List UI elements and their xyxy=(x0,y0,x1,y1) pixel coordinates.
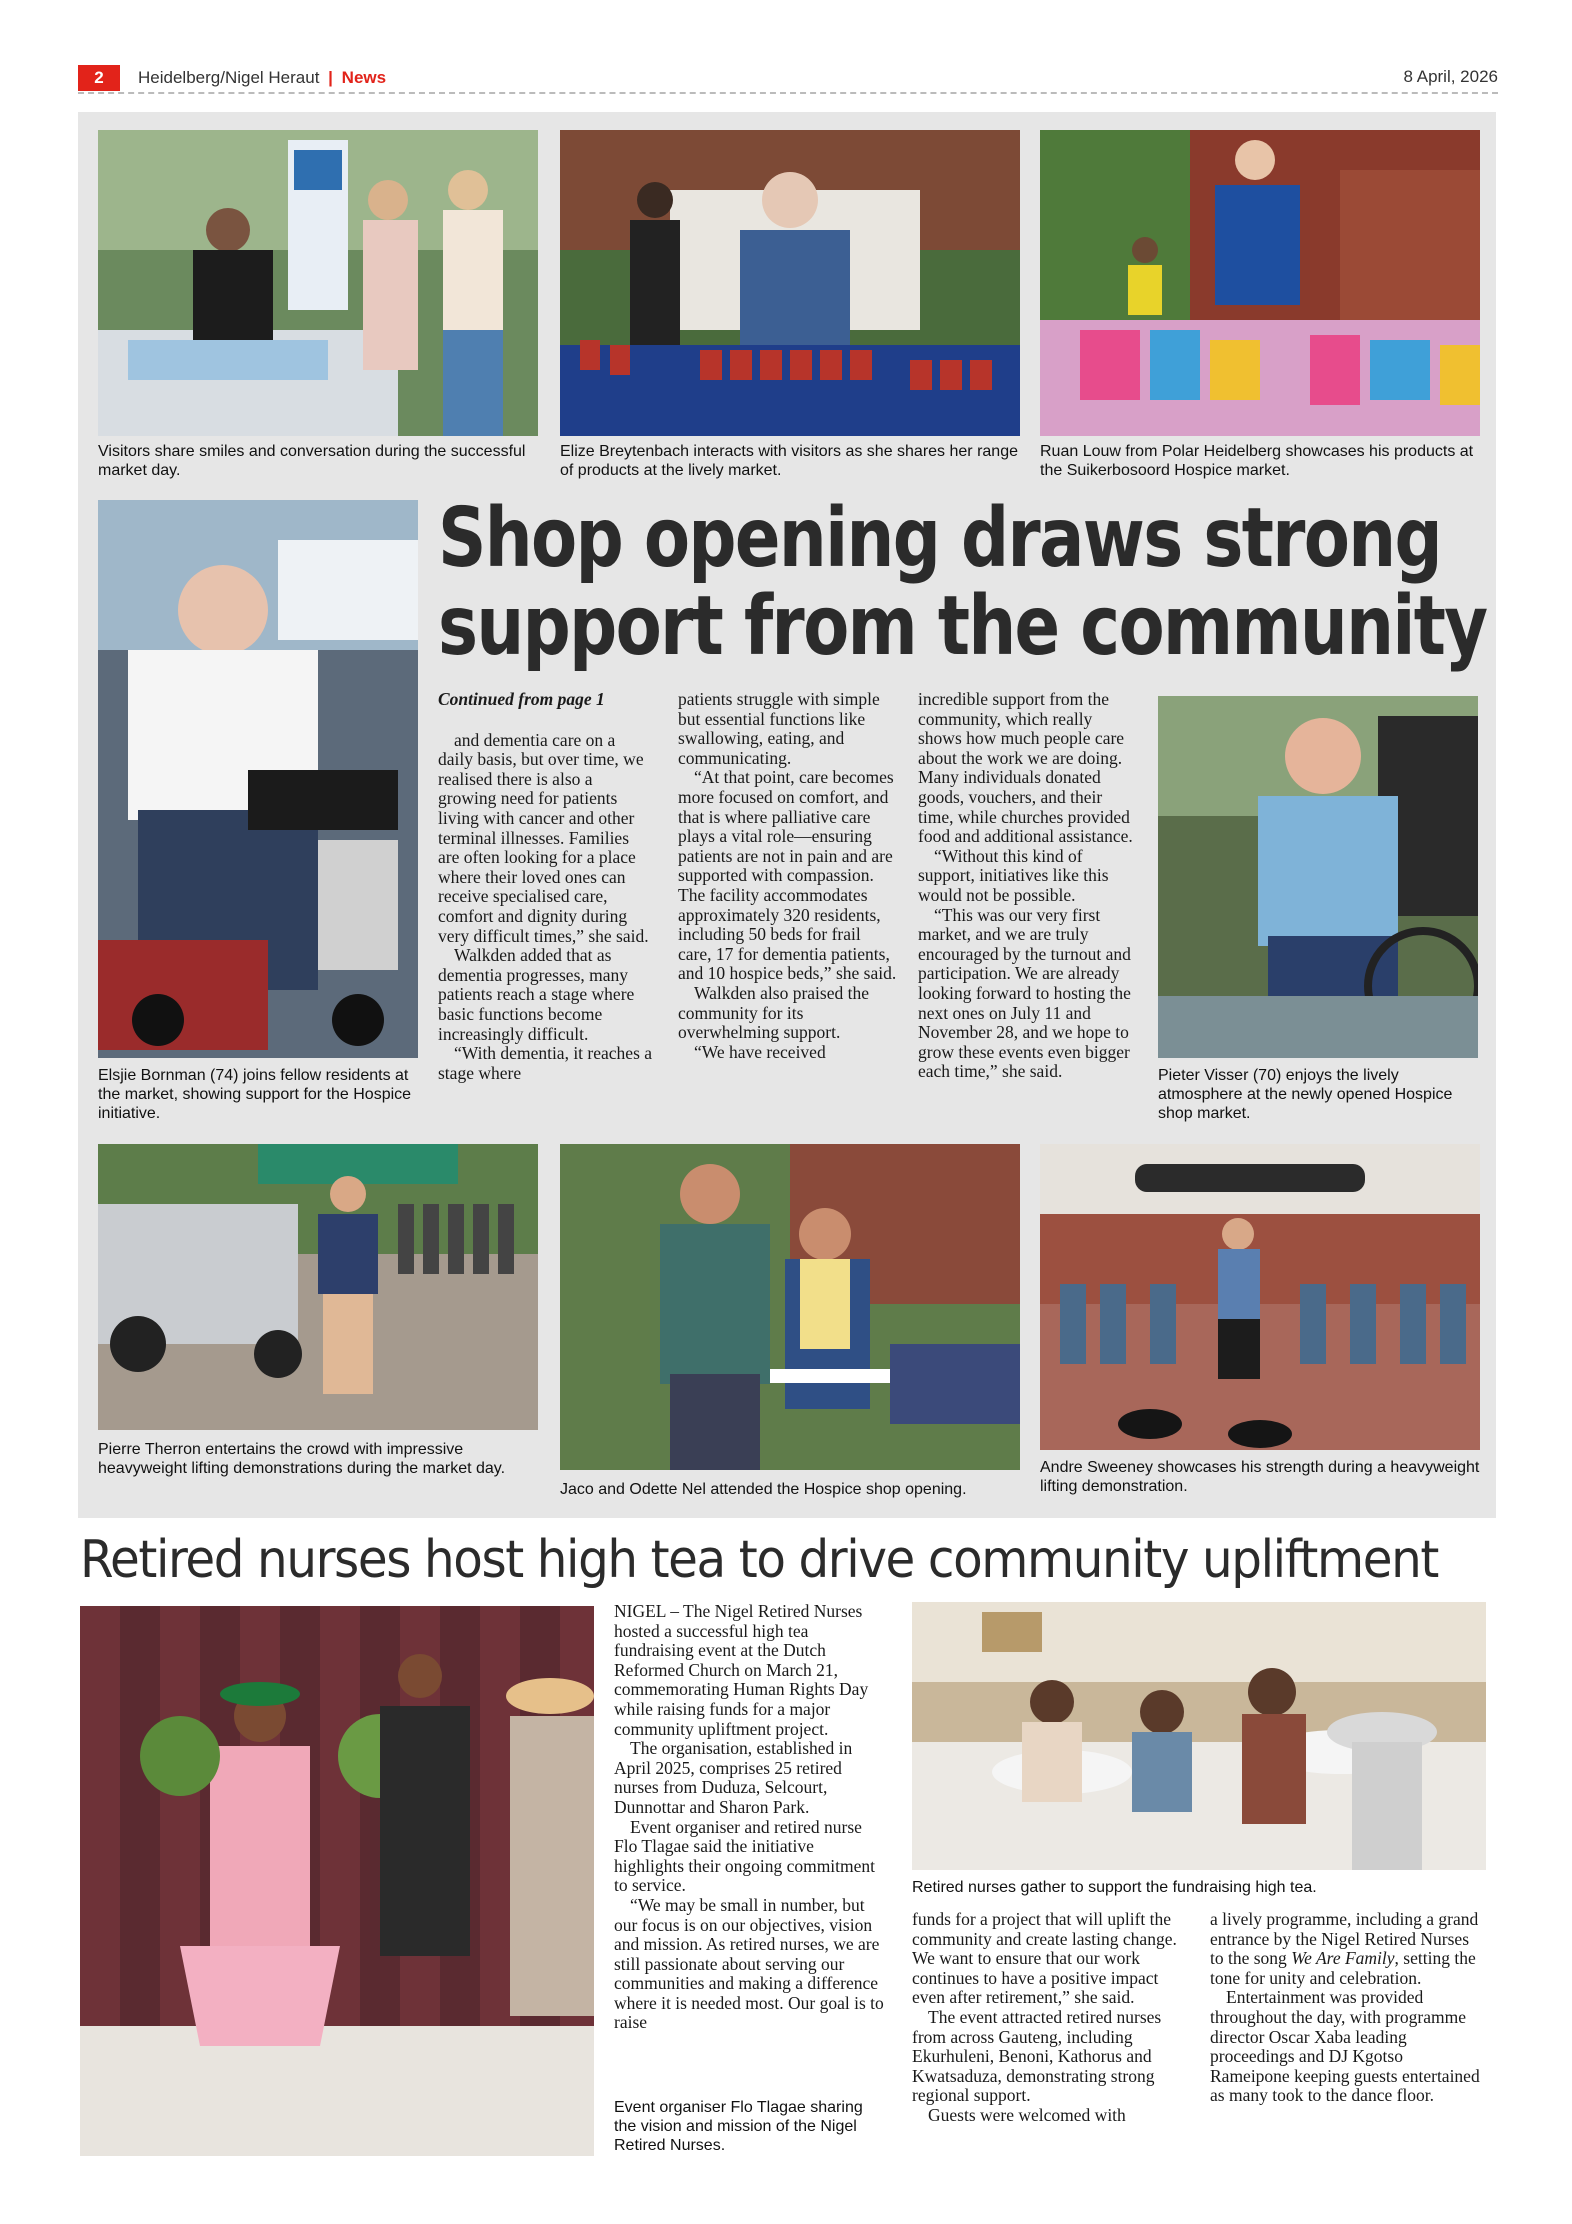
feature-headline xyxy=(438,491,1487,674)
photo-nurses-gather xyxy=(912,1602,1486,1870)
nurses-headline xyxy=(80,1530,1540,1590)
photo-andre xyxy=(1040,1144,1480,1450)
publication-name: Heidelberg/Nigel Heraut xyxy=(138,68,320,87)
feature-col3-p1: incredible support from the community, which really shows how much people care about the work we are doing. Many individuals donated goods, vouchers, and their time, while churches provided food and additional assistance. xyxy=(918,689,1133,847)
caption-nurses-gather: Retired nurses gather to support the fundraising high tea. xyxy=(912,1879,1317,1896)
photo-elsjie xyxy=(98,500,418,1058)
nurses-col3-p1 xyxy=(1210,1910,1486,1988)
feature-headline-line2: support from the community xyxy=(438,579,1487,674)
nurses-headline-text: Retired nurses host high tea to drive community upliftment xyxy=(80,1530,1438,1590)
nurses-column-3 xyxy=(1210,1910,1486,2106)
photo-elize xyxy=(560,130,1020,436)
caption-elize: Elize Breytenbach interacts with visitors as she shares her range of products at the lively market. xyxy=(560,443,1018,479)
feature-column-3 xyxy=(918,690,1140,1082)
photo-visitors xyxy=(98,130,538,436)
caption-jaco: Jaco and Odette Nel attended the Hospice shop opening. xyxy=(560,1481,967,1498)
nurses-column-1 xyxy=(614,1602,884,2033)
photo-flo-tlagae xyxy=(80,1606,594,2156)
photo-ruan xyxy=(1040,130,1480,436)
nurses-column-2 xyxy=(912,1910,1188,2126)
caption-pieter: Pieter Visser (70) enjoys the lively atmosphere at the newly opened Hospice shop market. xyxy=(1158,1067,1453,1122)
photo-pieter xyxy=(1158,696,1478,1058)
feature-col3-p3: “This was our very first market, and we are truly encouraged by the turnout and participation. We are already looking forward to hosting the next ones on July 11 and November 28, and we hope to grow these events even bigger each time,” she said. xyxy=(918,904,1131,1082)
continued-note: Continued from page 1 xyxy=(438,689,605,709)
caption-flo-tlagae: Event organiser Flo Tlagae sharing the vision and mission of the Nigel Retired Nurses. xyxy=(614,2099,863,2154)
page-header xyxy=(78,62,1498,92)
nurses-col3-p2: Entertainment was provided throughout the day, with programme director Oscar Xaba leading proceedings and DJ Kgotso Rameipone keeping guests entertained as many took to the dance floor. xyxy=(1210,1987,1480,2106)
feature-col1-p1: and dementia care on a daily basis, but over time, we realised there is also a growing need for patients living with cancer and other terminal illnesses. Families are often looking for a place where their loved ones can receive specialised care, comfort and dignity during very difficult times,” she said. xyxy=(438,729,649,946)
caption-ruan: Ruan Louw from Polar Heidelberg showcases his products at the Suikerbosoord Hospice market. xyxy=(1040,443,1474,479)
issue-date: 8 April, 2026 xyxy=(1403,67,1498,86)
nurses-col3-text-b: , setting the tone for unity and celebration. xyxy=(1210,1948,1476,1988)
nurses-col2-p1: funds for a project that will uplift the community and create lasting change. We want to ensure that our work continues to have a positive impact even after retirement,” she said. xyxy=(912,1909,1177,2008)
caption-andre: Andre Sweeney showcases his strength during a heavyweight lifting demonstration. xyxy=(1040,1459,1480,1495)
caption-elsjie: Elsjie Bornman (74) joins fellow residents at the market, showing support for the Hospice initiative. xyxy=(98,1067,412,1122)
nurses-col2-p3: Guests were welcomed with xyxy=(928,2104,1126,2125)
feature-column-1 xyxy=(438,690,653,1083)
photo-jaco xyxy=(560,1144,1020,1470)
nurses-col1-p3: Event organiser and retired nurse Flo Tlagae said the initiative highlights their ongoing commitment to service. xyxy=(614,1816,876,1896)
section-name: News xyxy=(341,68,387,87)
feature-col1-p3: “With dementia, it reaches a stage where xyxy=(438,1043,653,1083)
feature-col2-p1: patients struggle with simple but essential functions like swallowing, eating, and communicating. xyxy=(678,689,880,768)
header-divider xyxy=(78,92,1498,94)
feature-col2-p2: “At that point, care becomes more focused on comfort, and that is where palliative care plays a vital role—ensuring patients are not in pain and are supported with compassion. The facility accommodates approximately 320 residents, including 50 beds for frail care, 17 for dementia patients, and 10 hospice beds,” she said. xyxy=(678,767,897,984)
feature-column-2 xyxy=(678,690,898,1062)
nurses-col1-p1: NIGEL – The Nigel Retired Nurses hosted a successful high tea fundraising event at the Dutch Reformed Church on March 21, commemorating Human Rights Day while raising funds for a major community upliftment project. xyxy=(614,1601,869,1739)
nurses-col1-p2: The organisation, established in April 2025, comprises 25 retired nurses from Duduza, Selcourt, Dunnottar and Sharon Park. xyxy=(614,1738,853,1817)
header-separator: | xyxy=(328,68,333,87)
song-title: We Are Family xyxy=(1291,1948,1395,1969)
feature-col3-p2: “Without this kind of support, initiatives like this would not be possible. xyxy=(918,845,1109,905)
feature-headline-line1: Shop opening draws strong xyxy=(438,491,1442,586)
page-number: 2 xyxy=(78,65,120,91)
nurses-col1-p4: “We may be small in number, but our focus is on our objectives, vision and mission. As retired nurses, we are still passionate about serving our communities and making a difference where it is needed most. Our goal is to raise xyxy=(614,1894,884,2033)
feature-col2-p4: “We have received xyxy=(694,1041,826,1062)
nurses-col3-text-a: a lively programme, including a grand entrance by the Nigel Retired Nurses to the song xyxy=(1210,1909,1479,1969)
feature-col1-p2: Walkden added that as dementia progresses, many patients reach a stage where basic functions become increasingly difficult. xyxy=(438,945,635,1044)
caption-visitors: Visitors share smiles and conversation during the successful market day. xyxy=(98,443,526,479)
publication-line xyxy=(138,68,386,88)
feature-col2-p3: Walkden also praised the community for its overwhelming support. xyxy=(678,982,869,1043)
caption-pierre: Pierre Therron entertains the crowd with impressive heavyweight lifting demonstrations during the market day. xyxy=(98,1441,506,1477)
nurses-col2-p2: The event attracted retired nurses from across Gauteng, including Ekurhuleni, Benoni, Kathorus and Kwatsaduza, demonstrating strong regional support. xyxy=(912,2006,1162,2106)
photo-pierre xyxy=(98,1144,538,1430)
